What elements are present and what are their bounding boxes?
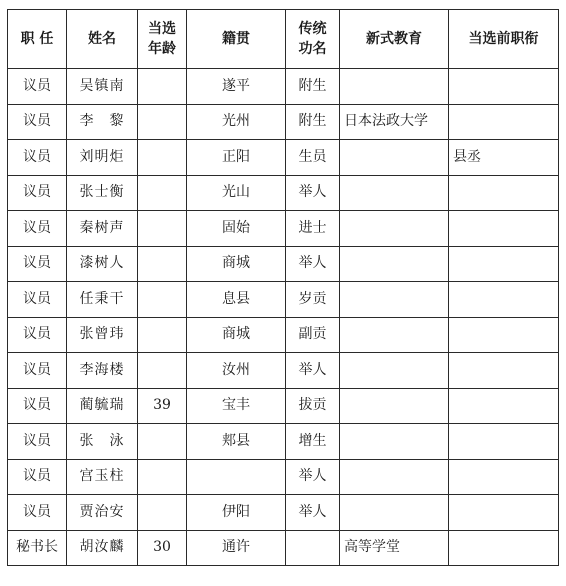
cell-native-place: 通许 [187,530,286,566]
cell-native-place: 郏县 [187,424,286,460]
table-row [8,424,559,460]
table-row [8,495,559,531]
roster-table [7,9,559,566]
table-row [8,530,559,566]
table-row [8,353,559,389]
cell-native-place: 汝州 [187,353,286,389]
table-row [8,140,559,176]
table-row [8,104,559,140]
cell-education [340,140,449,176]
cell-previous-post [449,388,559,424]
cell-rank: 举人 [286,459,340,495]
cell-post: 议员 [8,495,67,531]
cell-native-place: 正阳 [187,140,286,176]
cell-age: 39 [138,388,187,424]
cell-native-place: 息县 [187,282,286,318]
cell-education: 日本法政大学 [340,104,449,140]
cell-native-place: 商城 [187,246,286,282]
cell-education [340,388,449,424]
cell-rank: 副贡 [286,317,340,353]
cell-previous-post [449,69,559,105]
header-native-place [187,10,286,69]
header-post-label: 职 任 [20,30,54,47]
cell-native-place: 伊阳 [187,495,286,531]
cell-previous-post [449,282,559,318]
table-row [8,388,559,424]
cell-name: 贾治安 [67,495,138,531]
table-row [8,175,559,211]
cell-name: 任秉干 [67,282,138,318]
cell-post: 议员 [8,104,67,140]
table-row [8,246,559,282]
cell-name: 李海楼 [67,353,138,389]
header-age-line1: 当选 [148,21,176,37]
table-row [8,282,559,318]
cell-rank: 岁贡 [286,282,340,318]
cell-previous-post [449,530,559,566]
cell-education [340,317,449,353]
cell-native-place: 宝丰 [187,388,286,424]
cell-native-place: 商城 [187,317,286,353]
table-body [8,69,559,566]
cell-post: 议员 [8,353,67,389]
header-name-label: 姓名 [88,30,116,47]
cell-education [340,246,449,282]
cell-rank: 拔贡 [286,388,340,424]
cell-post: 议员 [8,388,67,424]
cell-post: 议员 [8,282,67,318]
cell-rank: 举人 [286,353,340,389]
table-row [8,317,559,353]
cell-age [138,353,187,389]
table-row [8,211,559,247]
header-education [340,10,449,69]
cell-age [138,495,187,531]
cell-rank: 附生 [286,69,340,105]
cell-post: 议员 [8,424,67,460]
cell-previous-post [449,246,559,282]
cell-name: 刘明炬 [67,140,138,176]
cell-education [340,495,449,531]
header-rank-line2: 功名 [298,41,327,57]
cell-rank: 附生 [286,104,340,140]
cell-rank: 举人 [286,246,340,282]
cell-name: 吴镇南 [67,69,138,105]
cell-rank: 生员 [286,140,340,176]
header-age [138,10,187,69]
cell-previous-post [449,211,559,247]
cell-age [138,424,187,460]
cell-education [340,282,449,318]
cell-rank: 举人 [286,175,340,211]
table-header [8,10,559,69]
cell-post: 议员 [8,140,67,176]
cell-name: 宫玉柱 [67,459,138,495]
cell-native-place: 光州 [187,104,286,140]
cell-education [340,211,449,247]
table-row [8,459,559,495]
cell-age [138,459,187,495]
cell-name: 张 泳 [67,424,138,460]
header-rank [286,10,340,69]
cell-post: 秘书长 [8,530,67,566]
cell-age: 30 [138,530,187,566]
cell-education [340,353,449,389]
cell-age [138,246,187,282]
cell-post: 议员 [8,69,67,105]
cell-post: 议员 [8,175,67,211]
cell-education [340,459,449,495]
cell-native-place: 固始 [187,211,286,247]
cell-previous-post [449,459,559,495]
cell-previous-post [449,495,559,531]
cell-name: 张士衡 [67,175,138,211]
header-education-label: 新式教育 [366,30,422,47]
header-rank-line1: 传统 [298,21,327,37]
header-previous-post-label: 当选前职衔 [468,30,539,47]
cell-name: 秦树声 [67,211,138,247]
cell-rank: 进士 [286,211,340,247]
cell-previous-post: 县丞 [449,140,559,176]
header-row [8,10,559,69]
cell-previous-post [449,424,559,460]
cell-post: 议员 [8,459,67,495]
cell-native-place: 光山 [187,175,286,211]
cell-rank: 增生 [286,424,340,460]
cell-native-place: 遂平 [187,69,286,105]
cell-previous-post [449,175,559,211]
cell-previous-post [449,317,559,353]
cell-name: 胡汝麟 [67,530,138,566]
cell-rank: 举人 [286,495,340,531]
header-age-line2: 年龄 [148,41,176,57]
cell-education [340,424,449,460]
cell-previous-post [449,104,559,140]
table-row [8,69,559,105]
cell-age [138,317,187,353]
cell-name: 李 黎 [67,104,138,140]
cell-age [138,211,187,247]
header-previous-post [449,10,559,69]
cell-post: 议员 [8,317,67,353]
cell-post: 议员 [8,246,67,282]
cell-name: 漆树人 [67,246,138,282]
cell-education: 高等学堂 [340,530,449,566]
cell-post: 议员 [8,211,67,247]
cell-previous-post [449,353,559,389]
cell-age [138,104,187,140]
cell-education [340,175,449,211]
cell-age [138,282,187,318]
cell-rank [286,530,340,566]
cell-native-place [187,459,286,495]
cell-name: 蔺毓瑞 [67,388,138,424]
header-native-place-label: 籍贯 [222,30,250,47]
header-name [67,10,138,69]
cell-education [340,69,449,105]
cell-age [138,140,187,176]
header-post [8,10,67,69]
cell-name: 张曾玮 [67,317,138,353]
cell-age [138,175,187,211]
cell-age [138,69,187,105]
